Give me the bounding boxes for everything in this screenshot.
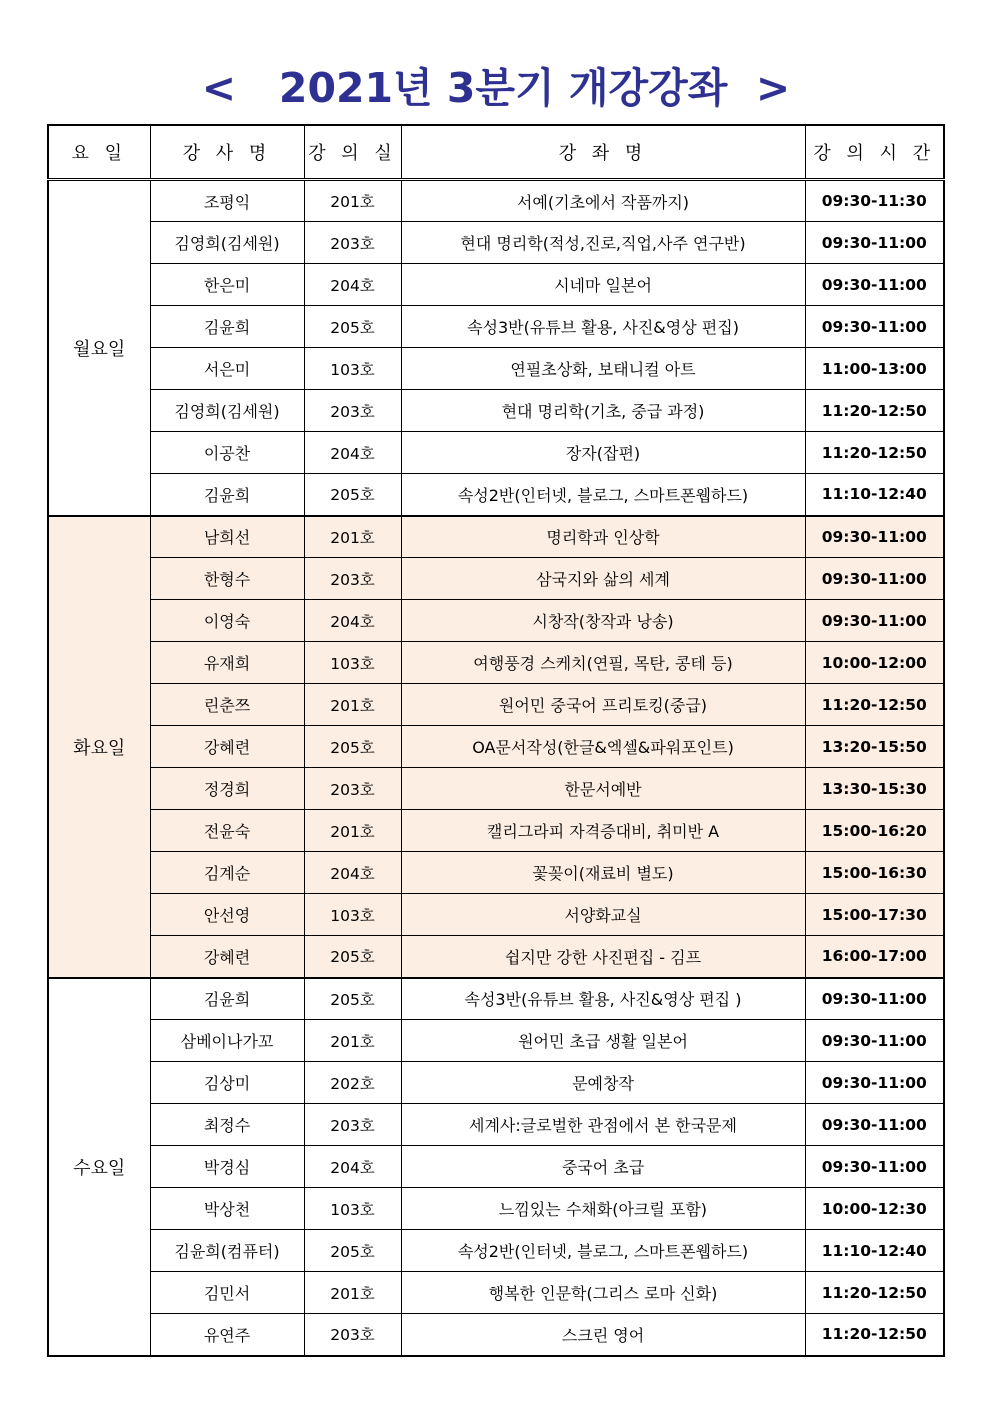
course-cell: 속성3반(유튜브 활용, 사진&영상 편집 ) <box>401 978 805 1020</box>
time-cell: 09:30-11:00 <box>805 1062 944 1104</box>
room-cell: 201호 <box>304 810 401 852</box>
course-cell: 서예(기초에서 작품까지) <box>401 180 805 222</box>
room-cell: 203호 <box>304 390 401 432</box>
header-day: 요 일 <box>48 125 150 180</box>
course-cell: 시창작(창작과 낭송) <box>401 600 805 642</box>
instructor-cell: 김윤희 <box>150 474 304 516</box>
table-row <box>48 1146 944 1188</box>
time-cell: 09:30-11:00 <box>805 306 944 348</box>
table-row <box>48 1230 944 1272</box>
table-row <box>48 1314 944 1356</box>
room-cell: 103호 <box>304 1188 401 1230</box>
time-cell: 11:20-12:50 <box>805 1314 944 1356</box>
schedule-table <box>47 124 945 1357</box>
table-row <box>48 474 944 516</box>
time-cell: 11:20-12:50 <box>805 1272 944 1314</box>
table-row <box>48 684 944 726</box>
time-cell: 11:10-12:40 <box>805 1230 944 1272</box>
instructor-cell: 김영희(김세원) <box>150 390 304 432</box>
instructor-cell: 김윤희(컴퓨터) <box>150 1230 304 1272</box>
time-cell: 13:30-15:30 <box>805 768 944 810</box>
instructor-cell: 전윤숙 <box>150 810 304 852</box>
table-row <box>48 768 944 810</box>
room-cell: 103호 <box>304 348 401 390</box>
table-row <box>48 348 944 390</box>
time-cell: 11:00-13:00 <box>805 348 944 390</box>
time-cell: 10:00-12:00 <box>805 642 944 684</box>
room-cell: 202호 <box>304 1062 401 1104</box>
time-cell: 15:00-17:30 <box>805 894 944 936</box>
room-cell: 203호 <box>304 1104 401 1146</box>
room-cell: 204호 <box>304 600 401 642</box>
header-room: 강 의 실 <box>304 125 401 180</box>
course-cell: 중국어 초급 <box>401 1146 805 1188</box>
course-cell: 시네마 일본어 <box>401 264 805 306</box>
time-cell: 11:10-12:40 <box>805 474 944 516</box>
course-cell: 꽃꽂이(재료비 별도) <box>401 852 805 894</box>
instructor-cell: 최정수 <box>150 1104 304 1146</box>
time-cell: 11:20-12:50 <box>805 390 944 432</box>
table-row <box>48 306 944 348</box>
room-cell: 205호 <box>304 474 401 516</box>
room-cell: 205호 <box>304 726 401 768</box>
course-cell: 서양화교실 <box>401 894 805 936</box>
room-cell: 201호 <box>304 1272 401 1314</box>
header-course: 강 좌 명 <box>401 125 805 180</box>
time-cell: 09:30-11:00 <box>805 516 944 558</box>
course-cell: 스크린 영어 <box>401 1314 805 1356</box>
instructor-cell: 김계순 <box>150 852 304 894</box>
instructor-cell: 강혜련 <box>150 936 304 978</box>
instructor-cell: 삼베이나가꼬 <box>150 1020 304 1062</box>
instructor-cell: 이공찬 <box>150 432 304 474</box>
room-cell: 204호 <box>304 852 401 894</box>
table-row <box>48 432 944 474</box>
instructor-cell: 남희선 <box>150 516 304 558</box>
group-wednesday <box>48 978 944 1356</box>
room-cell: 204호 <box>304 432 401 474</box>
instructor-cell: 한은미 <box>150 264 304 306</box>
course-cell: 연필초상화, 보태니컬 아트 <box>401 348 805 390</box>
room-cell: 201호 <box>304 180 401 222</box>
time-cell: 09:30-11:00 <box>805 1020 944 1062</box>
instructor-cell: 린춘쯔 <box>150 684 304 726</box>
room-cell: 201호 <box>304 684 401 726</box>
time-cell: 15:00-16:30 <box>805 852 944 894</box>
day-cell: 화요일 <box>48 516 150 978</box>
room-cell: 205호 <box>304 1230 401 1272</box>
course-cell: 명리학과 인상학 <box>401 516 805 558</box>
course-cell: 속성3반(유튜브 활용, 사진&영상 편집) <box>401 306 805 348</box>
table-row <box>48 894 944 936</box>
table-row <box>48 180 944 222</box>
instructor-cell: 김상미 <box>150 1062 304 1104</box>
time-cell: 09:30-11:30 <box>805 180 944 222</box>
instructor-cell: 조평익 <box>150 180 304 222</box>
instructor-cell: 정경희 <box>150 768 304 810</box>
room-cell: 203호 <box>304 1314 401 1356</box>
table-row <box>48 390 944 432</box>
time-cell: 15:00-16:20 <box>805 810 944 852</box>
time-cell: 09:30-11:00 <box>805 558 944 600</box>
instructor-cell: 안선영 <box>150 894 304 936</box>
course-cell: 속성2반(인터넷, 블로그, 스마트폰웹하드) <box>401 474 805 516</box>
table-row <box>48 810 944 852</box>
time-cell: 09:30-11:00 <box>805 264 944 306</box>
course-cell: 한문서예반 <box>401 768 805 810</box>
table-row <box>48 726 944 768</box>
instructor-cell: 한형수 <box>150 558 304 600</box>
table-row <box>48 264 944 306</box>
time-cell: 09:30-11:00 <box>805 1146 944 1188</box>
day-cell: 월요일 <box>48 180 150 516</box>
room-cell: 201호 <box>304 516 401 558</box>
instructor-cell: 유재희 <box>150 642 304 684</box>
instructor-cell: 유연주 <box>150 1314 304 1356</box>
table-row <box>48 558 944 600</box>
course-cell: 원어민 초급 생활 일본어 <box>401 1020 805 1062</box>
table-row <box>48 1062 944 1104</box>
course-cell: 캘리그라피 자격증대비, 취미반 A <box>401 810 805 852</box>
course-cell: 현대 명리학(적성,진로,직업,사주 연구반) <box>401 222 805 264</box>
table-row <box>48 978 944 1020</box>
table-row <box>48 222 944 264</box>
instructor-cell: 이영숙 <box>150 600 304 642</box>
group-tuesday <box>48 516 944 978</box>
course-cell: 문예창작 <box>401 1062 805 1104</box>
instructor-cell: 김민서 <box>150 1272 304 1314</box>
table-row <box>48 852 944 894</box>
room-cell: 205호 <box>304 306 401 348</box>
course-cell: 여행풍경 스케치(연필, 목탄, 콩테 등) <box>401 642 805 684</box>
time-cell: 09:30-11:00 <box>805 1104 944 1146</box>
page-title: < 2021년 3분기 개강강좌 > <box>201 64 791 112</box>
room-cell: 103호 <box>304 642 401 684</box>
course-cell: 장자(잡편) <box>401 432 805 474</box>
time-cell: 16:00-17:00 <box>805 936 944 978</box>
day-cell: 수요일 <box>48 978 150 1356</box>
instructor-cell: 김윤희 <box>150 306 304 348</box>
room-cell: 205호 <box>304 978 401 1020</box>
course-cell: 세계사:글로벌한 관점에서 본 한국문제 <box>401 1104 805 1146</box>
room-cell: 205호 <box>304 936 401 978</box>
table-row <box>48 1188 944 1230</box>
time-cell: 09:30-11:00 <box>805 978 944 1020</box>
room-cell: 201호 <box>304 1020 401 1062</box>
course-cell: 삼국지와 삶의 세계 <box>401 558 805 600</box>
course-cell: OA문서작성(한글&엑셀&파워포인트) <box>401 726 805 768</box>
room-cell: 204호 <box>304 1146 401 1188</box>
course-cell: 쉽지만 강한 사진편집 - 김프 <box>401 936 805 978</box>
course-cell: 속성2반(인터넷, 블로그, 스마트폰웹하드) <box>401 1230 805 1272</box>
header-instructor: 강 사 명 <box>150 125 304 180</box>
table-row <box>48 936 944 978</box>
header-time: 강 의 시 간 <box>805 125 944 180</box>
table-row <box>48 1104 944 1146</box>
time-cell: 13:20-15:50 <box>805 726 944 768</box>
group-monday <box>48 180 944 516</box>
room-cell: 203호 <box>304 222 401 264</box>
instructor-cell: 강혜련 <box>150 726 304 768</box>
course-cell: 느낌있는 수채화(아크릴 포함) <box>401 1188 805 1230</box>
header-row <box>48 125 944 180</box>
room-cell: 203호 <box>304 558 401 600</box>
time-cell: 09:30-11:00 <box>805 600 944 642</box>
instructor-cell: 박상천 <box>150 1188 304 1230</box>
course-cell: 행복한 인문학(그리스 로마 신화) <box>401 1272 805 1314</box>
table-row <box>48 516 944 558</box>
room-cell: 203호 <box>304 768 401 810</box>
instructor-cell: 김영희(김세원) <box>150 222 304 264</box>
table-row <box>48 600 944 642</box>
instructor-cell: 박경심 <box>150 1146 304 1188</box>
course-cell: 현대 명리학(기초, 중급 과정) <box>401 390 805 432</box>
table-row <box>48 1272 944 1314</box>
time-cell: 09:30-11:00 <box>805 222 944 264</box>
table-row <box>48 1020 944 1062</box>
time-cell: 11:20-12:50 <box>805 432 944 474</box>
instructor-cell: 김윤희 <box>150 978 304 1020</box>
course-cell: 원어민 중국어 프리토킹(중급) <box>401 684 805 726</box>
instructor-cell: 서은미 <box>150 348 304 390</box>
room-cell: 204호 <box>304 264 401 306</box>
time-cell: 10:00-12:30 <box>805 1188 944 1230</box>
table-row <box>48 642 944 684</box>
room-cell: 103호 <box>304 894 401 936</box>
time-cell: 11:20-12:50 <box>805 684 944 726</box>
